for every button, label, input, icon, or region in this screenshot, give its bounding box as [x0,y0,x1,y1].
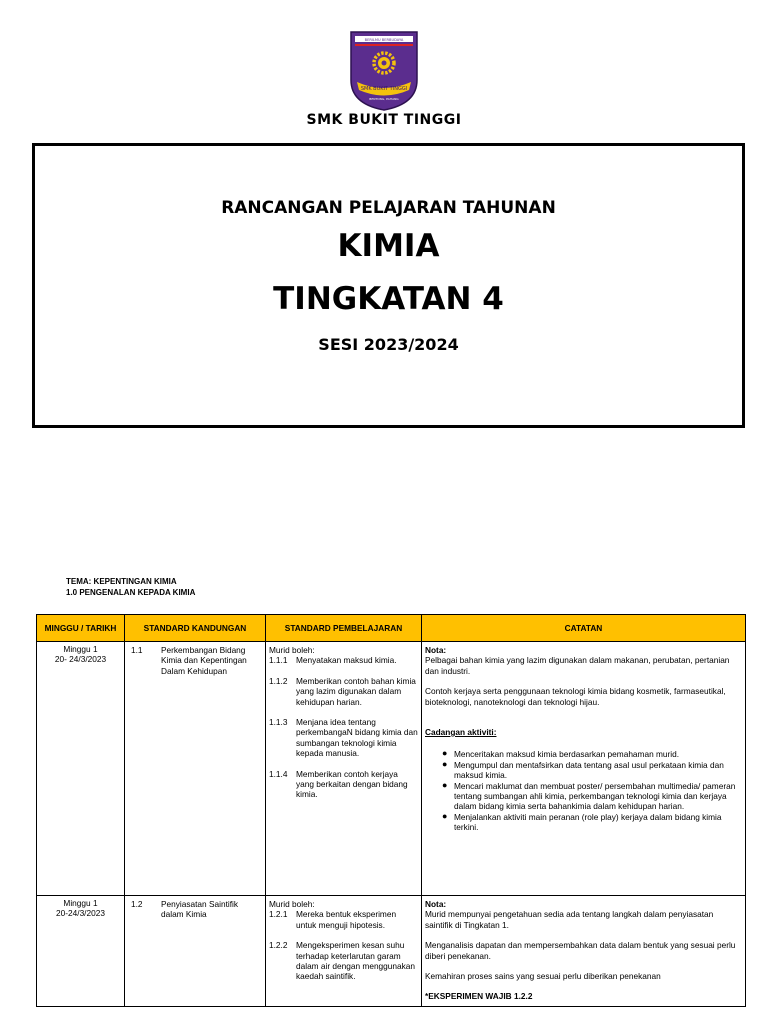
svg-text:SMK BUKIT TINGGI: SMK BUKIT TINGGI [360,86,408,92]
learning-standard-cell [266,896,422,1007]
nota-text: Pelbagai bahan kimia yang lazim digunakan dalam makanan, perubatan, pertanian dan industri. [425,655,730,676]
session-title: SESI 2023/2024 [318,335,459,354]
learning-intro: Murid boleh: [269,899,315,909]
topic-label: 1.0 PENGENALAN KEPADA KIMIA [66,588,196,597]
column-header: STANDARD KANDUNGAN [125,615,266,642]
list-item: ● Mencari maklumat dan membuat poster/ persembahan multimedia/ pameran tentang sumbangan ahli kimia, perkembangan teknologi kimia dan kerjaya dalam bidang kimia serta bahankimia dalam kehidupan harian. [442,781,742,812]
theme-label: TEMA: KEPENTINGAN KIMIA [66,577,177,586]
learning-standard-text: Menyatakan maksud kimia. [296,655,397,666]
document-title: RANCANGAN PELAJARAN TAHUNAN [221,198,556,218]
school-crest-icon [349,30,419,112]
notes-cell [422,896,746,1007]
learning-standard-number: 1.1.1 [269,655,288,666]
subject-title: KIMIA [337,228,440,264]
table-row [37,896,746,1007]
svg-text:BENTONG, PAHANG: BENTONG, PAHANG [369,97,399,101]
learning-standard-item [269,717,418,759]
content-standard-title: Perkembangan Bidang Kimia dan Kepentingan Dalam Kehidupan [161,645,247,676]
column-header: STANDARD PEMBELAJARAN [266,615,422,642]
cover-box [32,143,745,428]
content-standard-number: 1.2 [131,899,143,909]
learning-intro: Murid boleh: [269,645,315,655]
learning-standard-number: 1.2.1 [269,909,288,920]
nota-label: Nota: [425,899,447,909]
nota-text: Contoh kerjaya serta penggunaan teknologi kimia bidang kosmetik, farmaseutikal, bioteknologi, nanoteknologi dan teknologi hijau. [425,686,726,707]
column-header: CATATAN [422,615,746,642]
list-item: ● Menceritakan maksud kimia berdasarkan pemahaman murid. [442,749,742,759]
experiment-label: *EKSPERIMEN WAJIB 1.2.2 [425,991,533,1002]
column-header: MINGGU / TARIKH [37,615,125,642]
learning-standard-text: Memberikan contoh bahan kimia yang lazim digunakan dalam kehidupan harian. [296,675,416,707]
date-label: 20- 24/3/2023 [54,654,107,665]
activity-list [425,749,742,832]
form-title: TINGKATAN 4 [273,281,504,317]
nota-text: Murid mempunyai pengetahuan sedia ada tentang langkah dalam penyiasatan saintifik di Tingkatan 1. [425,909,714,930]
learning-standard-number: 1.2.2 [269,940,288,951]
learning-standard-text: Mereka bentuk eksperimen untuk menguji hipotesis. [296,909,397,930]
nota-text: Menganalisis dapatan dan mempersembahkan data dalam bentuk yang sesuai perlu diberi penekanan. [425,940,736,961]
content-standard-cell [125,642,266,896]
content-standard-number: 1.1 [131,645,143,655]
list-item: ● Menjalankan aktiviti main peranan (role play) kerjaya dalam bidang kimia terkini. [442,812,742,833]
learning-standard-number: 1.1.4 [269,768,288,779]
week-cell [37,642,125,896]
date-label: 20-24/3/2023 [56,908,105,919]
learning-standard-cell [266,642,422,896]
content-standard-cell [125,896,266,1007]
learning-standard-item [269,769,418,800]
learning-standard-text: Mengeksperimen kesan suhu terhadap keterlarutan garam dalam air dengan menggunakan kaedah saintifik. [296,940,416,982]
learning-standard-item [269,676,418,707]
table-header-row [37,615,746,642]
learning-standard-text: Menjana idea tentang perkembangaN bidang kimia dan sumbangan teknologi kimia kepada manusia. [296,717,418,759]
school-name: SMK BUKIT TINGGI [306,112,462,128]
week-cell [37,896,125,1007]
table-row [37,642,746,896]
learning-standard-text: Memberikan contoh kerjaya yang berkaitan dengan bidang kimia. [296,768,408,800]
nota-text: Kemahiran proses sains yang sesuai perlu diberikan penekanan [425,971,661,982]
learning-standard-item [269,940,418,982]
nota-label: Nota: [425,645,447,655]
content-standard-title: Penyiasatan Saintifik dalam Kimia [161,899,239,920]
list-item: ● Mengumpul dan mentafsirkan data tentang asal usul perkataan kimia dan maksud kimia. [442,760,742,781]
notes-cell [422,642,746,896]
theme-heading [66,576,195,598]
week-label: Minggu 1 [63,644,98,654]
svg-text:BERILMU BERBUDAYA: BERILMU BERBUDAYA [364,38,404,42]
learning-standard-item [269,655,418,665]
learning-standard-item [269,909,418,930]
week-label: Minggu 1 [63,898,98,908]
learning-standard-number: 1.1.2 [269,675,288,686]
activity-label: Cadangan aktiviti: [425,727,497,738]
learning-standard-number: 1.1.3 [269,717,288,728]
lesson-plan-table [36,614,746,1007]
